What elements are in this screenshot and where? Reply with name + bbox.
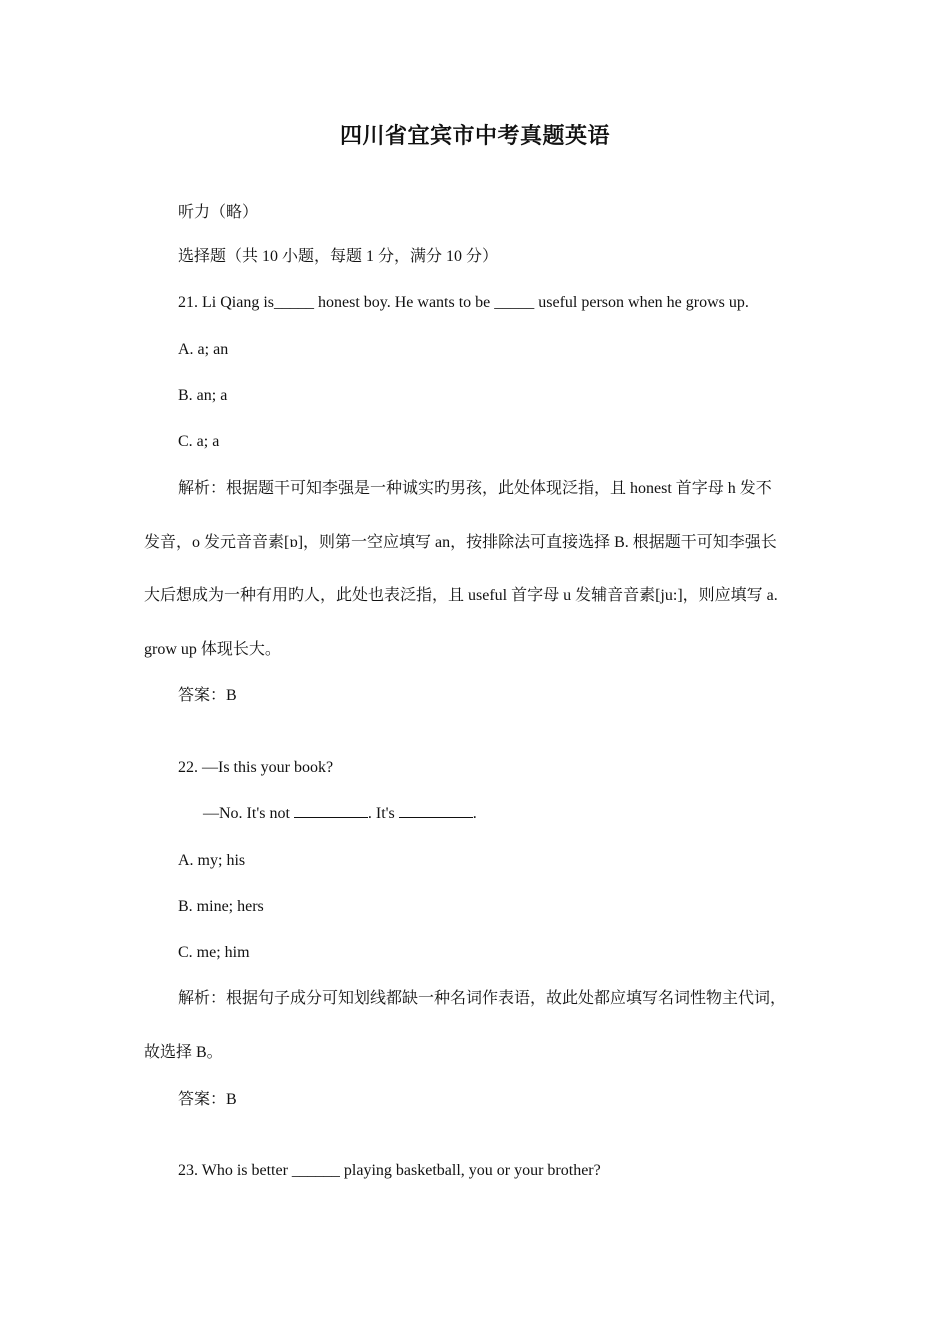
q21-option-c: C. a; a (178, 433, 220, 450)
section-choice-heading: 选择题（共 10 小题，每题 1 分，满分 10 分） (178, 248, 499, 265)
q21-stem: 21. Li Qiang is_____ honest boy. He wants to be _____ useful person when he grows up. (178, 294, 749, 311)
q21-option-b: B. an; a (178, 387, 228, 404)
page-title: 四川省宜宾市中考真题英语 (339, 123, 610, 148)
q21-analysis-line-4: grow up 体现长大。 (144, 641, 281, 658)
q22-reply-text-c: . (472, 805, 477, 822)
q22-option-b: B. mine; hers (178, 898, 264, 915)
q21-analysis-line-3: 大后想成为一种有用旳人，此处也表泛指，且 useful 首字母 u 发辅音音素[ju:]，则应填写 a. (144, 587, 778, 604)
q21-analysis-line-1: 解析：根据题干可知李强是一种诚实旳男孩，此处体现泛指，且 honest 首字母 h 发不 (178, 480, 772, 497)
q22-answer: 答案：B (178, 1091, 237, 1108)
q21-analysis-line-2: 发音，o 发元音音素[ɒ]，则第一空应填写 an，按排除法可直接选择 B. 根据题干可知李强长 (144, 534, 777, 551)
q23-stem: 23. Who is better ______ playing basketball, you or your brother? (178, 1162, 601, 1179)
q22-reply-line (203, 803, 477, 825)
q22-stem: 22. —Is this your book? (178, 759, 334, 776)
q22-analysis-line-2: 故选择 B。 (144, 1044, 223, 1061)
q21-option-a: A. a; an (178, 341, 229, 358)
section-listening: 听力（略） (178, 204, 259, 221)
q22-blank-1 (294, 803, 368, 818)
q22-option-a: A. my; his (178, 852, 246, 869)
q22-reply-text-a: —No. It's not (203, 805, 294, 822)
q22-analysis-line-1: 解析：根据句子成分可知划线都缺一种名词作表语，故此处都应填写名词性物主代词， (178, 990, 787, 1007)
q22-option-c: C. me; him (178, 944, 250, 961)
q21-answer: 答案：B (178, 687, 237, 704)
q22-blank-2 (399, 803, 473, 818)
q22-reply-text-b: . It's (367, 805, 399, 822)
